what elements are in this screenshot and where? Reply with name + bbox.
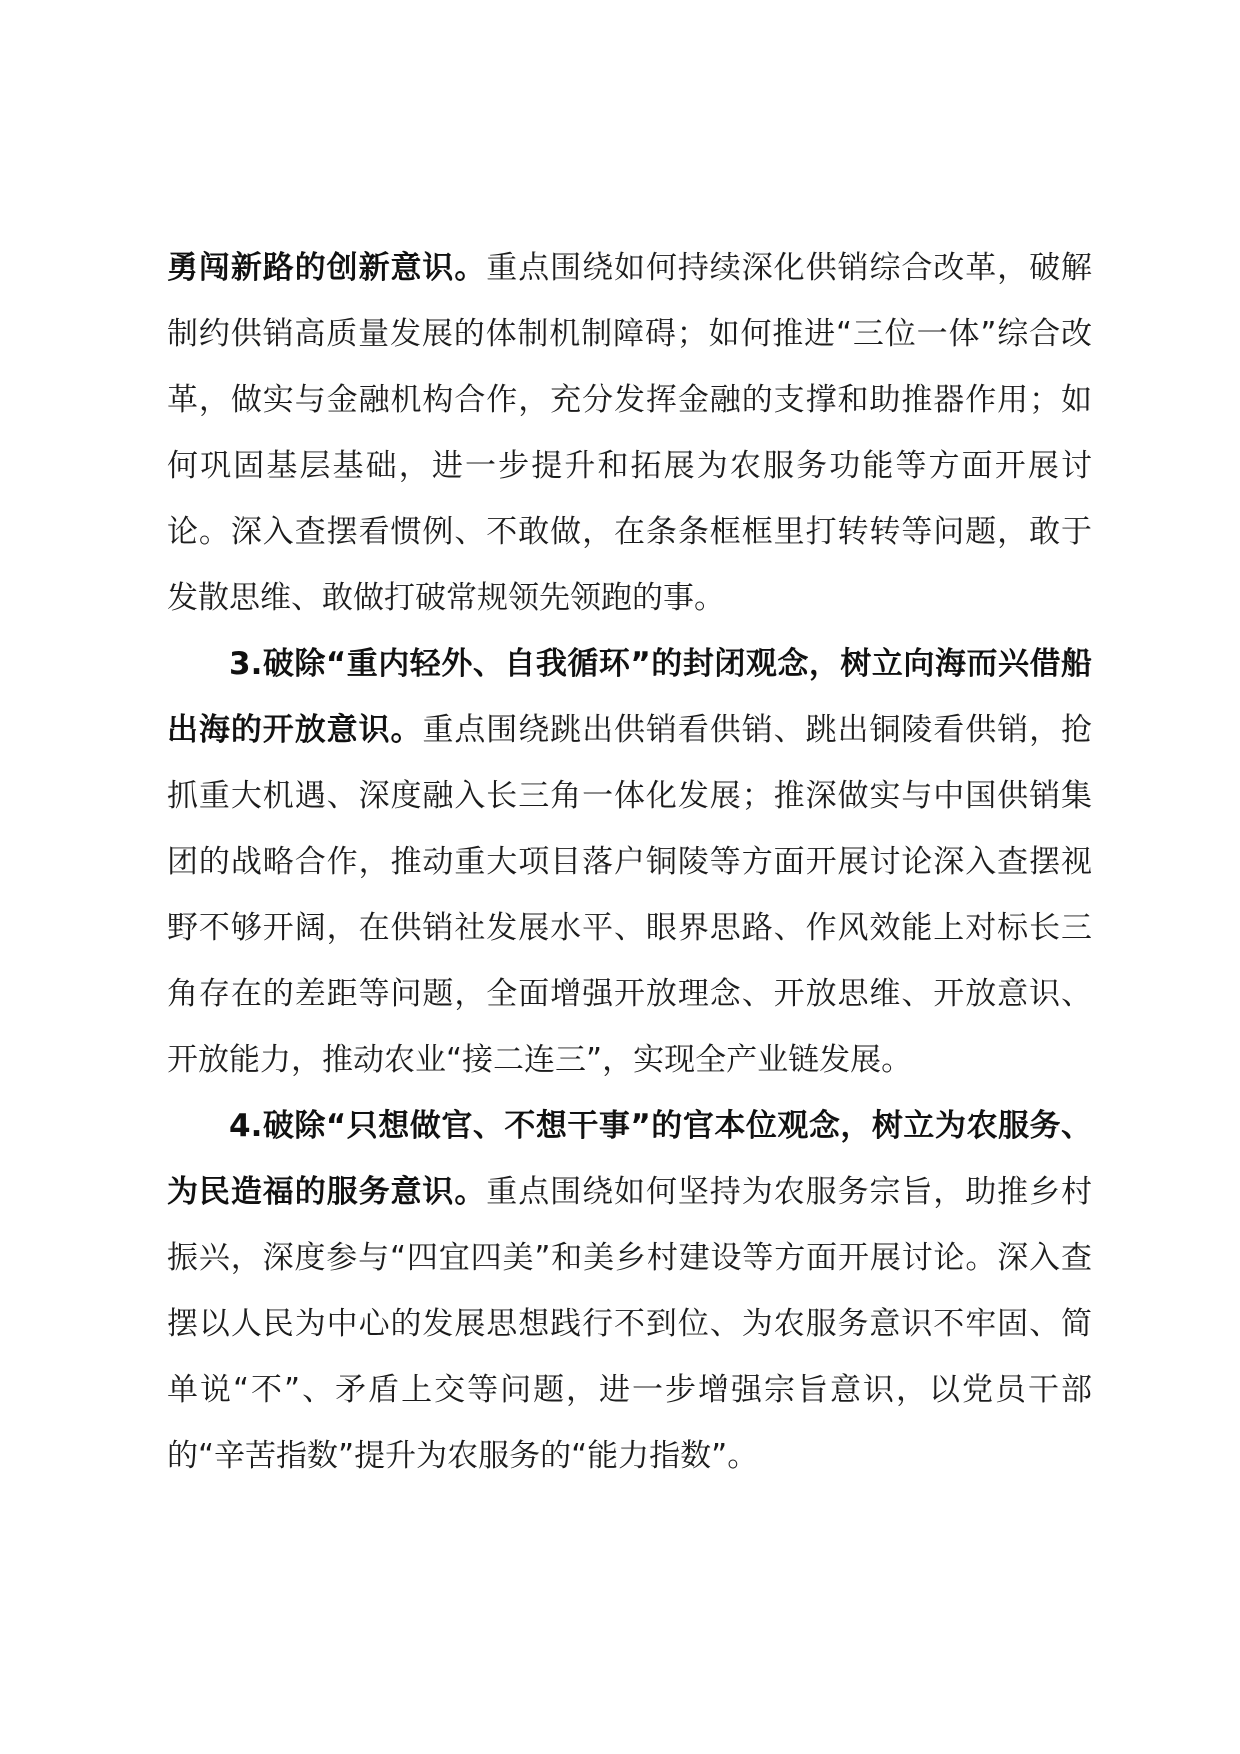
paragraph-heading: 4.破除“只想做官、不想干事”的官本位观念，树立为农服务、为民造福的服务意识。 (167, 1108, 1092, 1210)
paragraph-openness (167, 631, 1092, 1093)
paragraph-service (167, 1093, 1092, 1489)
paragraph-heading: 勇闯新路的创新意识。 (167, 250, 487, 286)
paragraph-heading: 3.破除“重内轻外、自我循环”的封闭观念，树立向海而兴借船出海的开放意识。 (167, 646, 1092, 748)
document-body (167, 235, 1092, 1489)
paragraph-text: 重点围绕如何坚持为农服务宗旨，助推乡村振兴，深度参与“四宜四美”和美乡村建设等方面开展讨论。深入查摆以人民为中心的发展思想践行不到位、为农服务意识不牢固、简单说“不”、矛盾上交等问题，进一步增强宗旨意识，以党员干部的“辛苦指数”提升为农服务的“能力指数”。 (167, 1174, 1093, 1474)
paragraph-text: 重点围绕如何持续深化供销综合改革，破解制约供销高质量发展的体制机制障碍；如何推进“三位一体”综合改革，做实与金融机构合作，充分发挥金融的支撑和助推器作用；如何巩固基层基础，进一步提升和拓展为农服务功能等方面开展讨论。深入查摆看惯例、不敢做，在条条框框里打转转等问题，敢于发散思维、敢做打破常规领先领跑的事。 (167, 250, 1093, 616)
paragraph-innovation (167, 235, 1092, 631)
paragraph-text: 重点围绕跳出供销看供销、跳出铜陵看供销，抢抓重大机遇、深度融入长三角一体化发展；推深做实与中国供销集团的战略合作，推动重大项目落户铜陵等方面开展讨论深入查摆视野不够开阔，在供销社发展水平、眼界思路、作风效能上对标长三角存在的差距等问题，全面增强开放理念、开放思维、开放意识、开放能力，推动农业“接二连三”，实现全产业链发展。 (167, 712, 1093, 1078)
